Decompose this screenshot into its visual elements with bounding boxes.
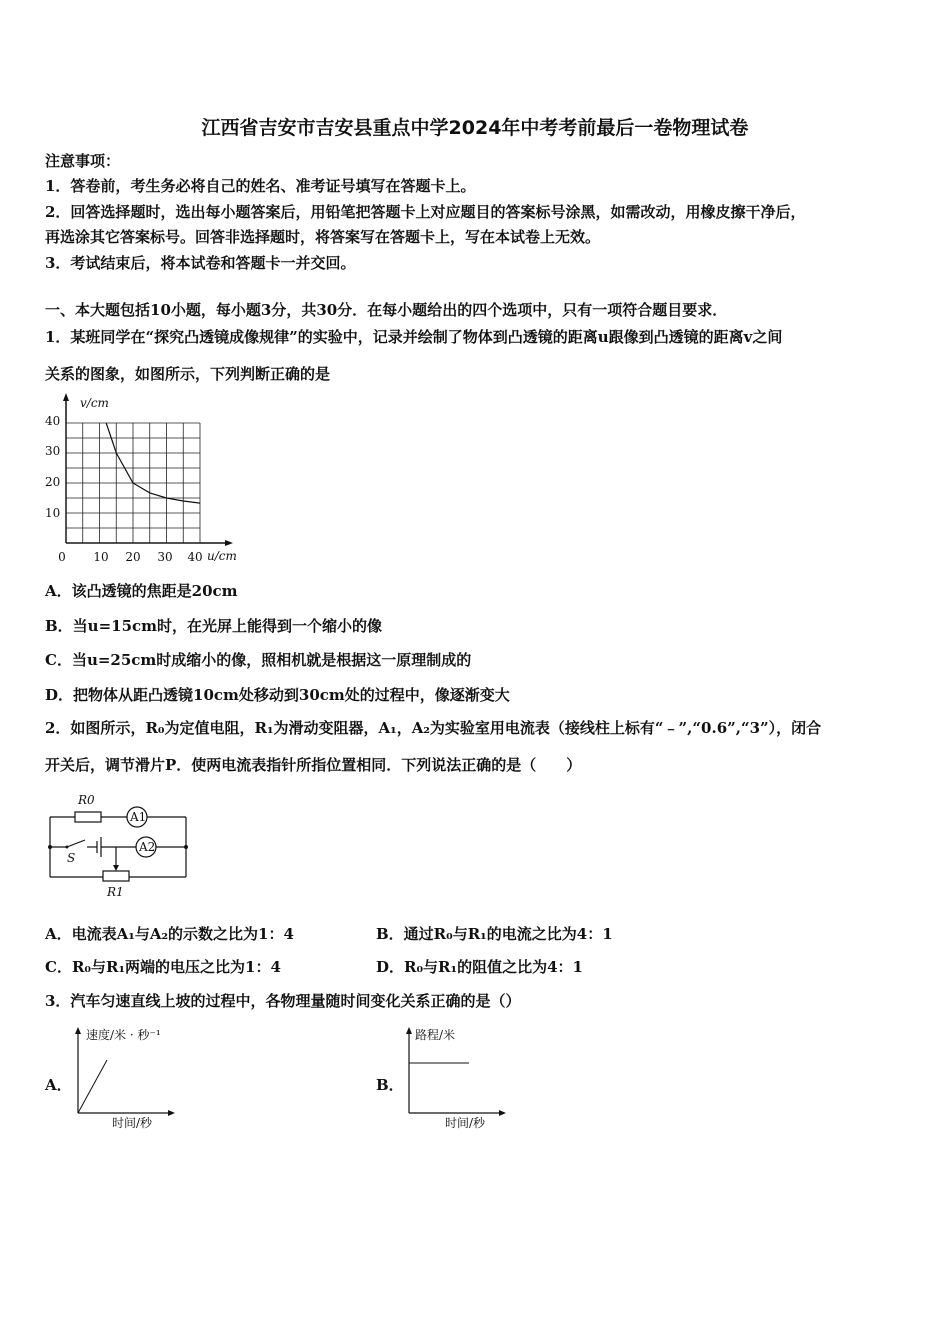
- y-axis-arrow: [63, 393, 69, 401]
- x-tick-label: 40: [187, 550, 203, 564]
- question-1-stem: 关系的图象，如图所示，下列判断正确的是: [45, 365, 331, 383]
- notice-item: 再选涂其它答案标号。回答非选择题时，将答案写在答题卡上，写在本试卷上无效。: [45, 228, 601, 246]
- y-tick-label: 10: [45, 506, 61, 520]
- question-3-stem: 3．汽车匀速直线上坡的过程中，各物理量随时间变化关系正确的是（）: [45, 992, 521, 1010]
- data-line: [106, 423, 200, 503]
- switch: [67, 840, 85, 847]
- graph-x-label: 时间/秒: [112, 1116, 153, 1130]
- switch-label: S: [67, 851, 76, 865]
- page-title: 江西省吉安市吉安县重点中学2024年中考考前最后一卷物理试卷: [201, 117, 749, 139]
- section-heading: 一、本大题包括10小题，每小题3分，共30分．在每小题给出的四个选项中，只有一项符合题目要求．: [45, 301, 728, 319]
- option-d: D．把物体从距凸透镜10cm处移动到30cm处的过程中，像逐渐变大: [45, 686, 510, 704]
- notice-item: 1．答卷前，考生务必将自己的姓名、准考证号填写在答题卡上。: [45, 177, 476, 195]
- question-1-stem: 1．某班同学在“探究凸透镜成像规律”的实验中，记录并绘制了物体到凸透镜的距离u跟像到凸透镜的距离v之间: [45, 328, 783, 346]
- circuit-diagram: [45, 789, 205, 899]
- option-a: A．该凸透镜的焦距是20cm: [45, 582, 238, 600]
- r0-resistor: [75, 812, 101, 822]
- x-axis-label: u/cm: [207, 549, 237, 563]
- graph-y-label: 速度/米 · 秒⁻¹: [86, 1028, 161, 1042]
- x-tick-label: 10: [93, 550, 109, 564]
- notice-item: 3．考试结束后，将本试卷和答题卡一并交回。: [45, 254, 356, 272]
- graph-x-label: 时间/秒: [445, 1116, 486, 1130]
- r0-label: R0: [78, 793, 95, 807]
- x-tick-label: 20: [125, 550, 141, 564]
- option-b: B．当u=15cm时，在光屏上能得到一个缩小的像: [45, 617, 383, 635]
- option-b: B．通过R₀与R₁的电流之比为4：1: [376, 925, 613, 943]
- a2-label: A2: [139, 840, 156, 854]
- y-tick-label: 40: [45, 414, 61, 428]
- r1-label: R1: [107, 885, 124, 899]
- y-axis-label: v/cm: [80, 396, 109, 410]
- velocity-time-graph: [72, 1025, 192, 1130]
- question-2-stem: 2．如图所示，R₀为定值电阻，R₁为滑动变阻器，A₁，A₂为实验室用电流表（接线柱上标有“﹣”,“0.6”,“3”），闭合: [45, 719, 822, 737]
- lens-v-u-chart: [40, 393, 240, 568]
- option-b: B．: [376, 1076, 404, 1094]
- y-tick-label: 20: [45, 475, 61, 489]
- option-d: D．R₀与R₁的阻值之比为4：1: [376, 958, 583, 976]
- x-axis-arrow: [225, 540, 233, 546]
- option-a: A．: [45, 1076, 72, 1094]
- option-c: C．当u=25cm时成缩小的像，照相机就是根据这一原理制成的: [45, 651, 472, 669]
- r1-rheostat: [103, 871, 129, 881]
- a1-label: A1: [130, 810, 147, 824]
- graph-y-label: 路程/米: [415, 1028, 456, 1042]
- notice-item: 2．回答选择题时，选出每小题答案后，用铅笔把答题卡上对应题目的答案标号涂黑，如需改动，用橡皮擦干净后，: [45, 203, 806, 221]
- notice-heading: 注意事项：: [45, 152, 121, 170]
- x-tick-label: 0: [58, 550, 66, 564]
- option-a: A．电流表A₁与A₂的示数之比为1：4: [45, 925, 294, 943]
- graph-line: [78, 1060, 107, 1113]
- question-2-stem: 开关后，调节滑片P．使两电流表指针所指位置相同．下列说法正确的是（ ）: [45, 756, 582, 774]
- y-tick-label: 30: [45, 444, 61, 458]
- option-c: C．R₀与R₁两端的电压之比为1：4: [45, 958, 281, 976]
- distance-time-graph: [403, 1025, 523, 1130]
- x-tick-label: 30: [157, 550, 173, 564]
